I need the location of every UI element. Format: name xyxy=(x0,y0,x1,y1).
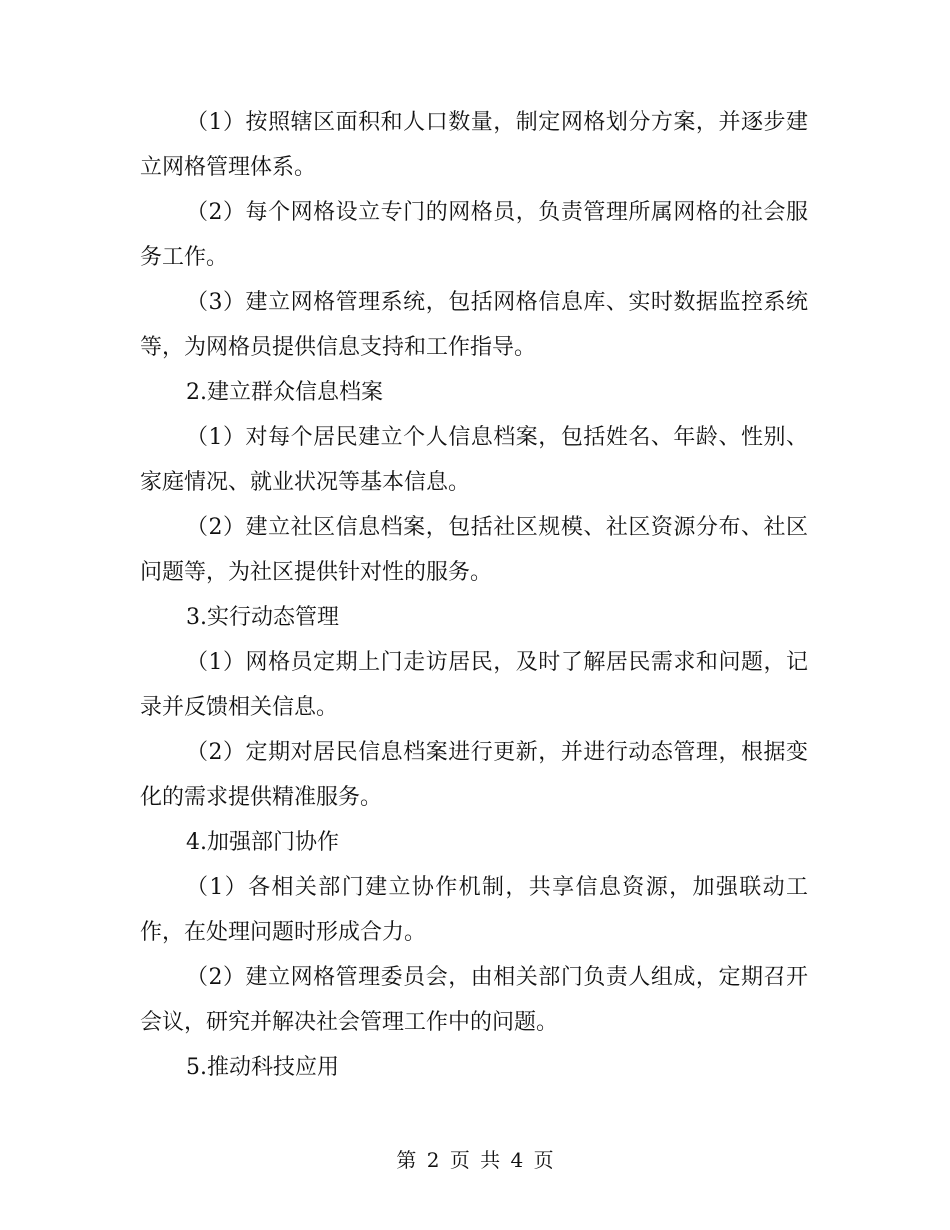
document-body xyxy=(140,100,808,1090)
paragraph: （2）建立社区信息档案，包括社区规模、社区资源分布、社区问题等，为社区提供针对性的服务。 xyxy=(140,515,808,585)
paragraph: （1）各相关部门建立协作机制，共享信息资源，加强联动工作，在处理问题时形成合力。 xyxy=(140,875,808,945)
section-heading: 5.推动科技应用 xyxy=(186,1055,339,1080)
paragraph: （2）每个网格设立专门的网格员，负责管理所属网格的社会服务工作。 xyxy=(140,200,808,270)
paragraph: （1）网格员定期上门走访居民，及时了解居民需求和问题，记录并反馈相关信息。 xyxy=(140,650,808,720)
section-heading: 2.建立群众信息档案 xyxy=(186,380,383,405)
paragraph: （1）对每个居民建立个人信息档案，包括姓名、年龄、性别、家庭情况、就业状况等基本信息。 xyxy=(140,425,808,495)
section-heading: 4.加强部门协作 xyxy=(186,830,339,855)
paragraph: （3）建立网格管理系统，包括网格信息库、实时数据监控系统等，为网格员提供信息支持和工作指导。 xyxy=(140,290,808,360)
paragraph: （2）定期对居民信息档案进行更新，并进行动态管理，根据变化的需求提供精准服务。 xyxy=(140,740,808,810)
page-footer: 第 2 页 共 4 页 xyxy=(396,1148,554,1172)
section-heading: 3.实行动态管理 xyxy=(186,605,339,630)
paragraph: （2）建立网格管理委员会，由相关部门负责人组成，定期召开会议，研究并解决社会管理工作中的问题。 xyxy=(140,965,808,1035)
paragraph: （1）按照辖区面积和人口数量，制定网格划分方案，并逐步建立网格管理体系。 xyxy=(140,110,808,180)
